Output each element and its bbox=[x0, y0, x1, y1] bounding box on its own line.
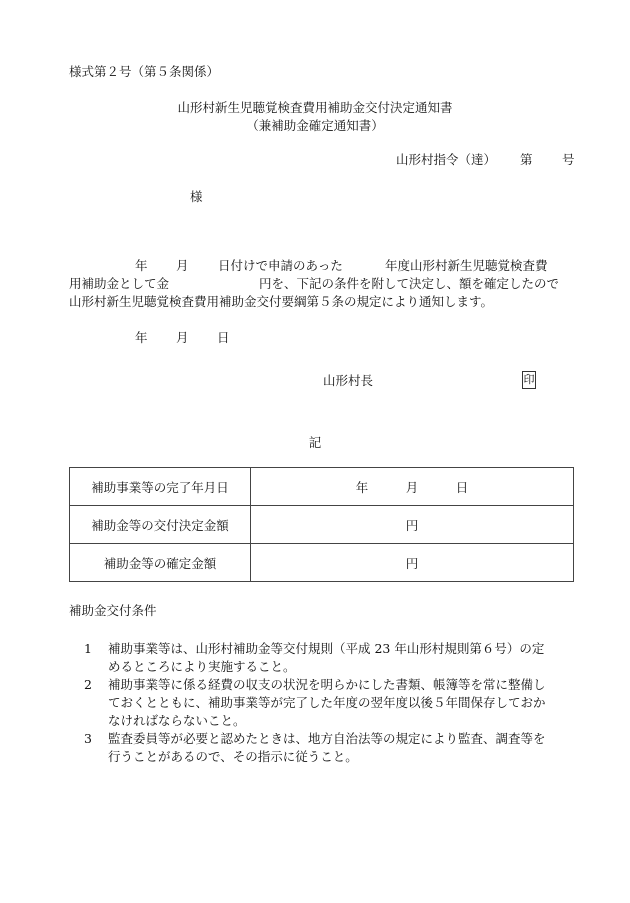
table-label: 補助金等の確定金額 bbox=[70, 544, 251, 582]
table-row bbox=[70, 506, 574, 544]
addressee-suffix: 様 bbox=[190, 189, 203, 204]
conditions-title: 補助金交付条件 bbox=[69, 603, 157, 618]
condition-line: 補助事業等に係る経費の収支の状況を明らかにした書類、帳簿等を常に整備し bbox=[108, 677, 546, 692]
table-label: 補助事業等の完了年月日 bbox=[70, 468, 251, 506]
document-subtitle: （兼補助金確定通知書） bbox=[246, 118, 384, 133]
body-month: 月 bbox=[176, 258, 189, 273]
date-year: 年 bbox=[135, 330, 148, 345]
issuer-name: 山形村長 bbox=[323, 373, 374, 388]
subsidy-table bbox=[69, 467, 574, 582]
condition-line: なければならないこと。 bbox=[108, 713, 246, 728]
date-day: 日 bbox=[217, 330, 230, 345]
condition-line: 行うことがあるので、その指示に従うこと。 bbox=[108, 749, 358, 764]
reference-prefix: 山形村指令（達） bbox=[396, 152, 497, 167]
body-year: 年 bbox=[135, 258, 148, 273]
ki-heading: 記 bbox=[308, 435, 322, 450]
body-text-1b: 年度山形村新生児聴覚検査費 bbox=[385, 258, 548, 273]
form-number: 様式第２号（第５条関係） bbox=[69, 64, 220, 79]
condition-line: 監査委員等が必要と認めたときは、地方自治法等の規定により監査、調査等を bbox=[108, 731, 546, 746]
body-text-3: 山形村新生児聴覚検査費用補助金交付要綱第５条の規定により通知します。 bbox=[69, 294, 494, 309]
body-text-2a: 用補助金として金 bbox=[69, 276, 170, 291]
condition-number: 2 bbox=[84, 677, 92, 692]
condition-line: ておくとともに、補助事業等が完了した年度の翌年度以後５年間保存しておか bbox=[108, 695, 546, 710]
table-value: 円 bbox=[251, 506, 574, 544]
body-text-1a: 日付けで申請のあった bbox=[218, 258, 343, 273]
table-row bbox=[70, 544, 574, 582]
table-row bbox=[70, 468, 574, 506]
seal-mark: 印 bbox=[522, 371, 536, 389]
reference-go: 号 bbox=[562, 152, 575, 167]
condition-line: めるところにより実施すること。 bbox=[108, 659, 296, 674]
date-month: 月 bbox=[176, 330, 189, 345]
condition-item bbox=[108, 730, 578, 766]
condition-number: 1 bbox=[84, 641, 92, 656]
condition-item bbox=[108, 640, 578, 676]
condition-number: 3 bbox=[84, 731, 92, 746]
reference-dai: 第 bbox=[520, 152, 533, 167]
table-value: 円 bbox=[251, 544, 574, 582]
condition-line: 補助事業等は、山形村補助金等交付規則（平成 23 年山形村規則第６号）の定 bbox=[108, 641, 545, 656]
condition-item bbox=[108, 676, 578, 730]
body-text-2b: 円を、下記の条件を附して決定し、額を確定したので bbox=[259, 276, 560, 291]
table-value: 年 月 日 bbox=[251, 468, 574, 506]
table-label: 補助金等の交付決定金額 bbox=[70, 506, 251, 544]
document-title: 山形村新生児聴覚検査費用補助金交付決定通知書 bbox=[177, 100, 453, 115]
